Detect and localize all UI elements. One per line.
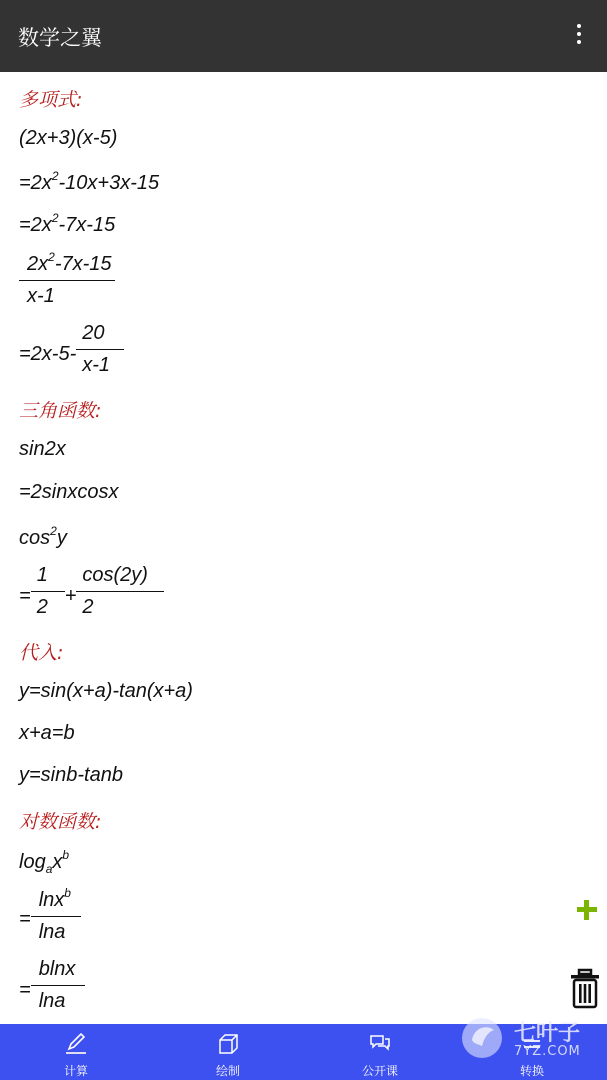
fraction: $\frac{\ln x^b}{\ln a}$ bbox=[31, 886, 81, 944]
fraction: $\frac{2x^2-7x-15}{x-1}$ bbox=[19, 250, 132, 308]
nav-item-open-course[interactable] bbox=[304, 1024, 456, 1080]
formula-line[interactable]: y=sinb-tanb bbox=[19, 764, 123, 786]
fraction: $\frac{20}{x-1}$ bbox=[76, 322, 124, 377]
formula-line[interactable]: $\log_ax^b$ bbox=[19, 848, 70, 876]
plus-icon[interactable] bbox=[575, 898, 599, 922]
formula-line[interactable]: $\cos^2y$ bbox=[19, 524, 67, 549]
watermark-logo bbox=[452, 1008, 602, 1068]
nav-label: 公开课 bbox=[361, 1064, 398, 1078]
section-heading-trig: 三角函数: bbox=[19, 400, 102, 422]
pencil-icon bbox=[64, 1032, 88, 1056]
nav-label: 计算 bbox=[63, 1064, 88, 1078]
chat-icon bbox=[368, 1032, 392, 1056]
section-heading-polynomial: 多项式: bbox=[19, 89, 83, 111]
watermark-text: 七叶子 bbox=[514, 1021, 581, 1046]
cube-icon bbox=[216, 1032, 240, 1056]
formula-line[interactable]: x+a=b bbox=[19, 722, 75, 744]
nav-item-draw[interactable] bbox=[152, 1024, 304, 1080]
app-title: 数学之翼 bbox=[18, 26, 102, 50]
formula-fraction[interactable] bbox=[19, 250, 132, 308]
formula-line[interactable]: $=2x^2-7x-15$ bbox=[19, 211, 116, 236]
section-heading-substitution: 代入: bbox=[19, 642, 64, 664]
nav-item-calculate[interactable] bbox=[0, 1024, 152, 1080]
formula-fraction[interactable]: = $\frac{1}{2}$ + $\frac{\cos(2y)}{2}$ bbox=[19, 564, 164, 619]
formula-line[interactable]: $=2x^2-10x+3x-15$ bbox=[19, 169, 160, 194]
fraction: $\frac{1}{2}$ bbox=[31, 564, 65, 619]
formula-line[interactable]: (2x+3)(x-5) bbox=[19, 127, 118, 149]
formula-list bbox=[0, 72, 607, 1024]
nav-label: 绘制 bbox=[215, 1064, 240, 1078]
overflow-menu-icon[interactable] bbox=[569, 24, 589, 48]
formula-fraction[interactable]: = $\frac{blnx}{\ln a}$ bbox=[19, 958, 85, 1013]
trash-icon[interactable] bbox=[569, 968, 601, 1010]
fraction: $\frac{blnx}{\ln a}$ bbox=[31, 958, 85, 1013]
watermark-domain: 7YZ.COM bbox=[514, 1044, 581, 1059]
formula-line[interactable]: sin2x bbox=[19, 438, 66, 460]
nav-label: 转换 bbox=[519, 1064, 544, 1078]
formula-line[interactable]: =2sinxcosx bbox=[19, 481, 119, 503]
fraction: $\frac{\cos(2y)}{2}$ bbox=[76, 564, 164, 619]
formula-fraction[interactable]: = $\frac{\ln x^b}{\ln a}$ bbox=[19, 886, 81, 944]
formula-fraction[interactable]: =2x-5- $\frac{20}{x-1}$ bbox=[19, 322, 124, 377]
app-bar bbox=[0, 0, 607, 72]
formula-line[interactable]: y=sin(x+a)-tan(x+a) bbox=[19, 680, 193, 702]
section-heading-log: 对数函数: bbox=[19, 811, 102, 833]
